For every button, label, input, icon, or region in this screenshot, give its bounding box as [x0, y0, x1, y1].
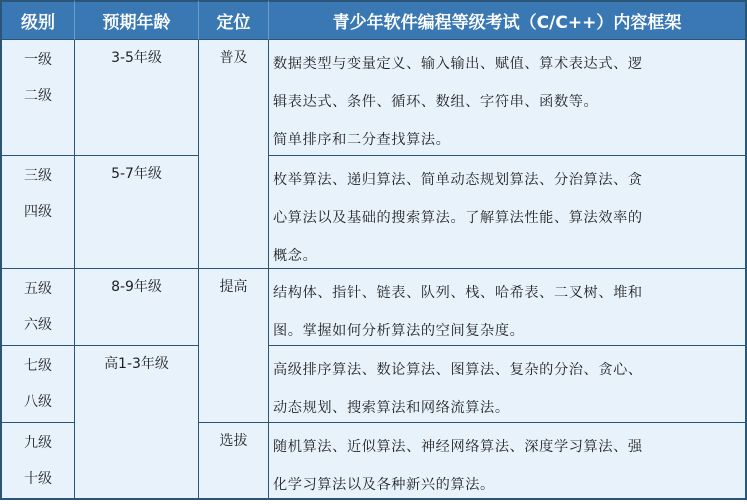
- content-cell-5: [269, 423, 747, 500]
- header-content: 青少年软件编程等级考试（C/C++）内容框架: [269, 0, 747, 40]
- content-line: 动态规划、搜索算法和网络流算法。: [273, 400, 510, 416]
- content-line: 高级排序算法、数论算法、图算法、复杂的分治、贪心、: [273, 362, 643, 378]
- level-cell-1: [0, 40, 75, 156]
- level-cell-3: [0, 269, 75, 346]
- level-label: 六级: [24, 317, 52, 333]
- level-label: 三级: [24, 168, 52, 184]
- level-label: 二级: [24, 88, 52, 104]
- age-cell-3: 8-9年级: [75, 269, 199, 346]
- level-label: 四级: [24, 204, 52, 220]
- header-position: 定位: [199, 0, 269, 40]
- content-cell-1: [269, 40, 747, 156]
- level-label: 十级: [24, 471, 52, 487]
- age-cell-2: 5-7年级: [75, 156, 199, 269]
- level-label: 五级: [24, 281, 52, 297]
- age-cell-4: 高1-3年级: [75, 346, 199, 500]
- header-level: 级别: [0, 0, 75, 40]
- content-line: 随机算法、近似算法、神经网络算法、深度学习算法、强: [273, 439, 643, 455]
- level-label: 九级: [24, 435, 52, 451]
- level-label: 七级: [24, 358, 52, 374]
- age-cell-1: 3-5年级: [75, 40, 199, 156]
- position-cell-1: 普及: [199, 40, 269, 269]
- content-cell-4: [269, 346, 747, 423]
- content-cell-2: [269, 156, 747, 269]
- content-line: 心算法以及基础的搜索算法。了解算法性能、算法效率的: [273, 210, 643, 226]
- content-line: 图。掌握如何分析算法的空间复杂度。: [273, 323, 525, 339]
- position-cell-2: 提高: [199, 269, 269, 423]
- content-line: 化学习算法以及各种新兴的算法。: [273, 477, 495, 493]
- content-line: 枚举算法、递归算法、简单动态规划算法、分治算法、贪: [273, 172, 643, 188]
- position-cell-3: 选拔: [199, 423, 269, 500]
- content-line: 数据类型与变量定义、输入输出、赋值、算术表达式、逻: [273, 56, 643, 72]
- level-cell-5: [0, 423, 75, 500]
- level-label: 一级: [24, 52, 52, 68]
- content-line: 简单排序和二分查找算法。: [273, 132, 451, 148]
- header-age: 预期年龄: [75, 0, 199, 40]
- content-line: 辑表达式、条件、循环、数组、字符串、函数等。: [273, 94, 599, 110]
- content-line: 概念。: [273, 248, 318, 264]
- content-line: 结构体、指针、链表、队列、栈、哈希表、二叉树、堆和: [273, 285, 643, 301]
- content-cell-3: [269, 269, 747, 346]
- level-label: 八级: [24, 394, 52, 410]
- level-cell-2: [0, 156, 75, 269]
- level-cell-4: [0, 346, 75, 423]
